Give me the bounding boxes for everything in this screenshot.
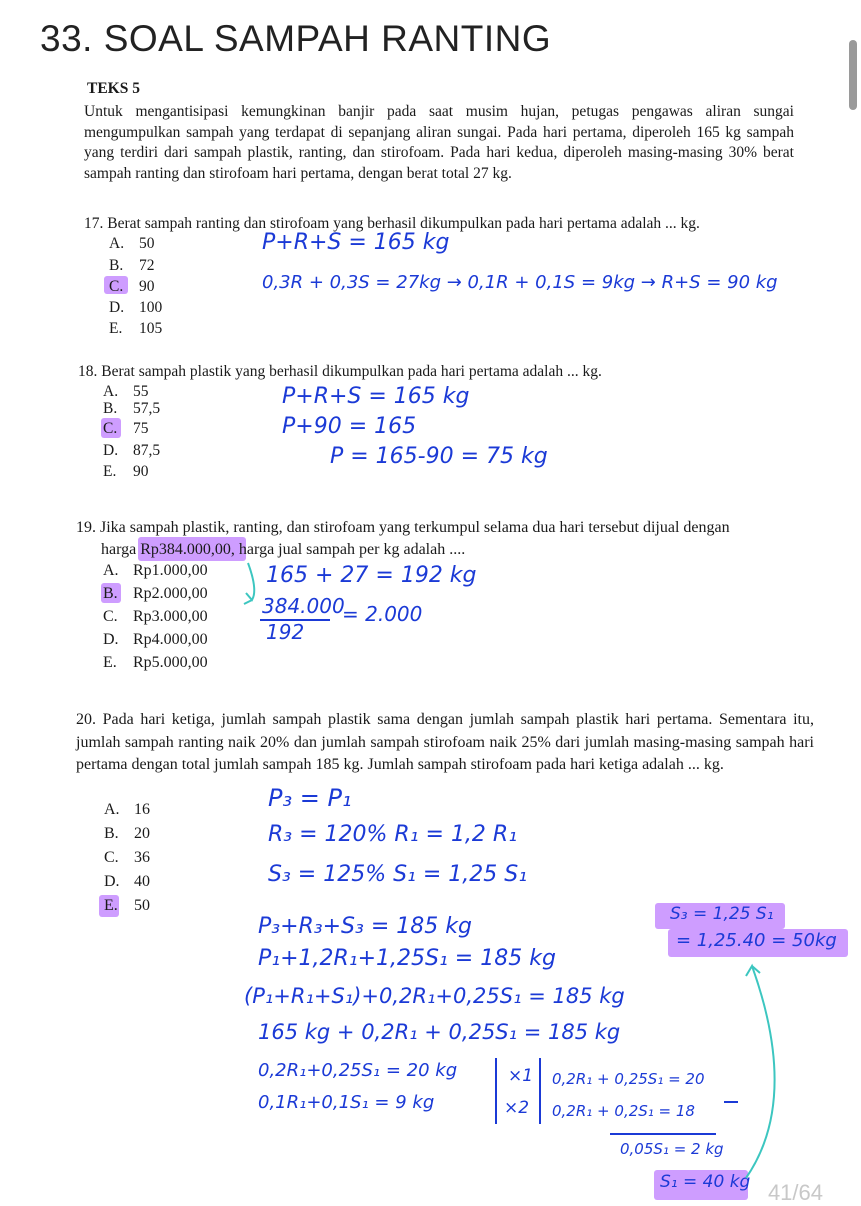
question-stem-line2-post: , harga jual sampah per kg adalah ....	[230, 541, 466, 558]
text-label: TEKS 5	[87, 80, 140, 97]
option-18-d[interactable]: D. 87,5	[103, 442, 161, 459]
option-18-b[interactable]: B. 57,5	[103, 400, 161, 417]
question-stem-line1: Jika sampah plastik, ranting, dan stirofoam yang terkumpul selama dua hari tersebut dijual dengan	[100, 519, 730, 536]
option-20-c[interactable]: C. 36	[104, 849, 150, 866]
handwriting-q18-line2: P+90 = 165	[282, 414, 417, 439]
handwriting-q18-line3: P = 165-90 = 75 kg	[330, 444, 548, 469]
question-stem: Berat sampah plastik yang berhasil dikumpulkan pada hari pertama adalah ... kg.	[101, 363, 602, 380]
option-18-c[interactable]: C. 75	[103, 420, 149, 437]
handwriting-q20-l3: (P₁+R₁+S₁)+0,2R₁+0,25S₁ = 185 kg	[244, 984, 625, 1008]
option-20-e[interactable]: E. 50	[104, 897, 150, 914]
handwriting-q20-box1: S₃ = 1,25 S₁	[670, 904, 774, 924]
handwriting-q20-l1: P₃+R₃+S₃ = 185 kg	[258, 914, 472, 939]
option-17-a[interactable]: A. 50	[109, 235, 155, 252]
handwriting-q20-r3: R₃ = 120% R₁ = 1,2 R₁	[268, 822, 518, 847]
page-title: 33. SOAL SAMPAH RANTING	[40, 18, 552, 59]
question-stem-line2-pre: harga	[101, 541, 141, 558]
handwriting-q20-l6: 0,1R₁+0,1S₁ = 9 kg	[258, 1092, 435, 1113]
option-17-d[interactable]: D. 100	[109, 299, 163, 316]
option-18-e[interactable]: E. 90	[103, 463, 149, 480]
handwriting-q20-l5: 0,2R₁+0,25S₁ = 20 kg	[258, 1060, 458, 1081]
handwriting-q20-r2: 0,2R₁ + 0,2S₁ = 18	[552, 1102, 695, 1120]
option-20-d[interactable]: D. 40	[104, 873, 150, 890]
passage-text: Untuk mengantisipasi kemungkinan banjir pada saat musim hujan, petugas pengawas aliran sungai mengumpulkan sampah yang terdapat di sepanjang aliran sungai. Pada hari pertama, diperoleh 165 kg sampah yang terdiri dari sampah plastik, ranting, dan stirofoam. Pada hari kedua, diperoleh masing-masing 30% berat sampah ranting dan stirofoam hari pertama, dengan berat total 27 kg.	[84, 103, 794, 182]
question-number: 19.	[76, 519, 96, 536]
question-price: Rp384.000,00	[140, 541, 231, 558]
option-19-e[interactable]: E. Rp5.000,00	[103, 654, 208, 671]
handwriting-q20-l4: 165 kg + 0,2R₁ + 0,25S₁ = 185 kg	[258, 1020, 621, 1044]
page-indicator: 41/64	[767, 1180, 823, 1205]
handwriting-q17-line2: 0,3R + 0,3S = 27kg → 0,1R + 0,1S = 9kg → R+S = 90 kg	[262, 272, 778, 293]
handwriting-q19-frac-den: 192	[266, 620, 305, 644]
question-19	[76, 517, 816, 561]
handwriting-q17-line1: P+R+S = 165 kg	[262, 230, 450, 255]
question-20	[76, 709, 814, 777]
handwriting-q19-result: = 2.000	[342, 602, 423, 626]
handwriting-q20-l2: P₁+1,2R₁+1,25S₁ = 185 kg	[258, 946, 556, 971]
option-17-c[interactable]: C. 90	[109, 278, 155, 295]
handwriting-q19-line1: 165 + 27 = 192 kg	[266, 563, 477, 588]
handwriting-q20-r3: 0,05S₁ = 2 kg	[620, 1140, 724, 1158]
option-19-a[interactable]: A. Rp1.000,00	[103, 562, 208, 579]
option-20-b[interactable]: B. 20	[104, 825, 150, 842]
scrollbar[interactable]	[849, 40, 857, 110]
handwriting-q18-line1: P+R+S = 165 kg	[282, 384, 470, 409]
question-stem: Pada hari ketiga, jumlah sampah plastik sama dengan jumlah sampah plastik hari pertama. Sementara itu, jumlah sampah ranting naik 20% dan jumlah sampah stirofoam naik 25% dari jumlah masing-masing sampah hari pertama dengan total jumlah sampah 185 kg. Jumlah sampah stirofoam pada hari ketiga adalah ... kg.	[76, 711, 814, 773]
handwriting-q20-box2: = 1,25.40 = 50kg	[676, 930, 837, 951]
option-20-a[interactable]: A. 16	[104, 801, 150, 818]
option-17-b[interactable]: B. 72	[109, 257, 155, 274]
handwriting-q20-p3: P₃ = P₁	[268, 784, 352, 812]
option-19-c[interactable]: C. Rp3.000,00	[103, 608, 208, 625]
handwriting-q20-s3: S₃ = 125% S₁ = 1,25 S₁	[268, 862, 528, 887]
question-stem: Berat sampah ranting dan stirofoam yang berhasil dikumpulkan pada hari pertama adalah ... kg.	[107, 215, 700, 232]
option-17-e[interactable]: E. 105	[109, 320, 163, 337]
question-18	[78, 361, 778, 382]
option-19-d[interactable]: D. Rp4.000,00	[103, 631, 208, 648]
handwriting-q19-frac-num: 384.000	[262, 594, 345, 618]
option-18-a[interactable]: A. 55	[103, 383, 149, 400]
option-19-b[interactable]: B. Rp2.000,00	[103, 585, 208, 602]
handwriting-q20-x1: ×1	[508, 1066, 534, 1086]
handwriting-q20-r4: S₁ = 40 kg	[660, 1172, 751, 1192]
handwriting-q20-x2: ×2	[504, 1098, 530, 1118]
question-number: 18.	[78, 363, 98, 380]
question-number: 20.	[76, 711, 96, 728]
handwriting-q20-r1: 0,2R₁ + 0,25S₁ = 20	[552, 1070, 705, 1088]
question-number: 17.	[84, 215, 104, 232]
